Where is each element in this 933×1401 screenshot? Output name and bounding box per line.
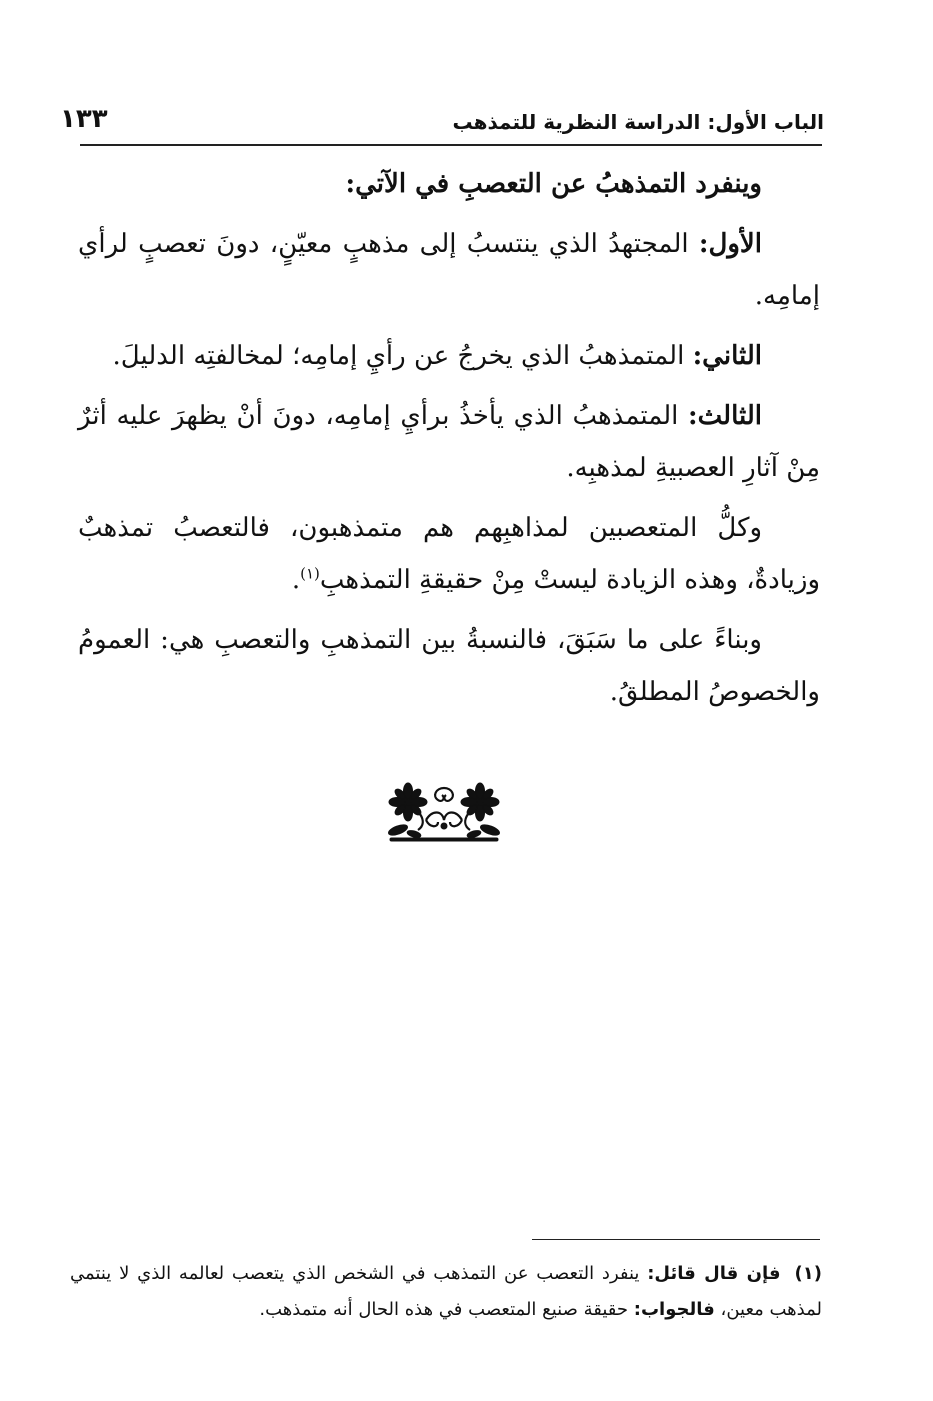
final-text: وبناءً على ما سَبَقَ، فالنسبةُ بين التمذهبِ والتعصبِ هي: العمومُ والخصوصُ المطلقُ. [78, 625, 820, 707]
footnote-answer-text: حقيقة صنيع المتعصب في هذه الحال أنه متمذهب. [259, 1299, 634, 1320]
item-text: المتمذهبُ الذي يخرجُ عن رأيِ إمامِه؛ لمخالفتِه الدليلَ. [112, 341, 693, 371]
floral-ornament-icon [386, 780, 502, 842]
item-label: الثاني: [692, 341, 762, 371]
list-item [78, 330, 820, 382]
conclusion-end: . [291, 565, 301, 595]
main-text [78, 158, 820, 726]
footnote-reference[interactable]: (١) [300, 564, 320, 583]
running-header [60, 104, 824, 144]
running-title: الباب الأول: الدراسة النظرية للتمذهب [452, 110, 824, 134]
footnote-text: ينفرد التعصب عن التمذهب في الشخص الذي يتعصب لعالمه الذي لا ينتمي لمذهب معين، [70, 1263, 822, 1320]
intro-text: وينفرد التمذهبُ عن التعصبِ في الآتي: [345, 169, 762, 199]
intro-paragraph [78, 158, 820, 210]
footnote-marker: (١) [794, 1263, 822, 1284]
conclusion-text: وكلُّ المتعصبين لمذاهبِهم هم متمذهبون، فالتعصبُ تمذهبٌ وزيادةٌ، وهذه الزيادة ليستْ مِنْ حقيقةِ التمذهبِ [78, 513, 820, 595]
item-label: الثالث: [688, 401, 762, 431]
page-number: ١٣٣ [60, 104, 108, 134]
item-label: الأول: [698, 229, 762, 259]
header-rule [80, 144, 822, 146]
final-paragraph [78, 614, 820, 718]
list-item [78, 390, 820, 494]
footnote-separator [532, 1239, 820, 1240]
conclusion-paragraph [78, 502, 820, 606]
footnote-lead: فإن قال قائل: [647, 1263, 781, 1284]
list-item [78, 218, 820, 322]
item-text: المجتهدُ الذي ينتسبُ إلى مذهبٍ معيّنٍ، دونَ تعصبٍ لرأي إمامِه. [78, 229, 820, 311]
item-text: المتمذهبُ الذي يأخذُ برأيِ إمامِه، دونَ أنْ يظهرَ عليه أثرٌ مِنْ آثارِ العصبيةِ لمذهبِه. [78, 401, 820, 483]
footnote-answer-lead: فالجواب: [633, 1299, 715, 1320]
footnotes [70, 1256, 822, 1328]
footnote [70, 1256, 822, 1328]
